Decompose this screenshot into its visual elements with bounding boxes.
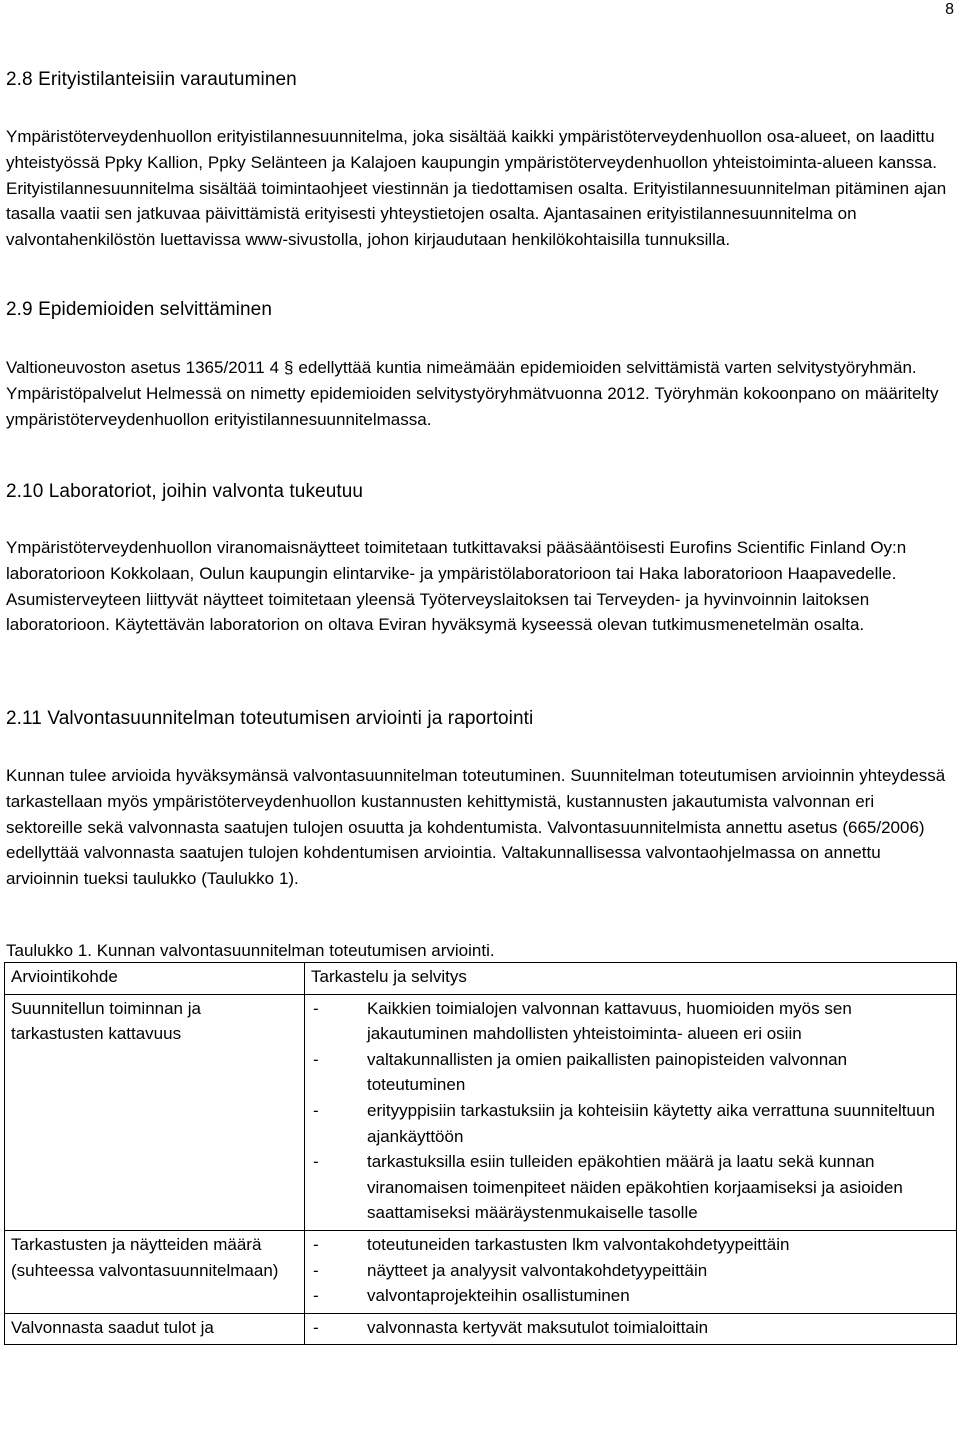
table-cell-item: Tarkastusten ja näytteiden määrä (suhteessa valvontasuunnitelmaan) <box>5 1230 305 1313</box>
list-item: - valvonnasta kertyvät maksutulot toimialoittain <box>311 1315 950 1341</box>
evaluation-table <box>4 962 957 1345</box>
section-heading-2-8: 2.8 Erityistilanteisiin varautuminen <box>6 69 297 90</box>
section-paragraph-2-8: Ympäristöterveydenhuollon erityistilannesuunnitelma, joka sisältää kaikki ympäristöterveydenhuollon osa-alueet, on laadittu yhteistyössä Ppky Kallion, Ppky Selänteen ja Kalajoen kaupungin ympäristöterveydenhuollon yhteistoiminta-alueen kanssa. Erityistilannesuunnitelma sisältää toimintaohjeet viestinnän ja tiedottamisen osalta. Erityistilannesuunnitelman pitäminen ajan tasalla vaatii sen jatkuvaa päivittämistä erityisesti yhteystietojen osalta. Ajantasainen erityistilannesuunnitelma on valvontahenkilöstön luettavissa www-sivustolla, johon kirjaudutaan henkilökohtaisilla tunnuksilla. <box>6 127 947 250</box>
table-row <box>5 1230 957 1313</box>
section-heading-2-9: 2.9 Epidemioiden selvittäminen <box>6 299 272 320</box>
section-paragraph-2-9: Valtioneuvoston asetus 1365/2011 4 § edellyttää kuntia nimeämään epidemioiden selvittämistä varten selvitystyöryhmän. Ympäristöpalvelut Helmessä on nimetty epidemioiden selvitystyöryhmätvuonna 2012. Työryhmän kokoonpano on määritelty ympäristöterveydenhuollon erityistilannesuunnitelmassa. <box>6 358 939 429</box>
table-cell-points <box>305 994 957 1230</box>
list-item: - näytteet ja analyysit valvontakohdetyypeittäin <box>311 1258 950 1284</box>
section-heading-2-11: 2.11 Valvontasuunnitelman toteutumisen arviointi ja raportointi <box>6 708 534 729</box>
section-paragraph-2-11: Kunnan tulee arvioida hyväksymänsä valvontasuunnitelman toteutuminen. Suunnitelman toteutumisen arvioinnin yhteydessä tarkastellaan myös ympäristöterveydenhuollon kustannusten kehittymistä, kustannusten jakautumista valvonnan eri sektoreille sekä valvonnasta saatujen tulojen osuutta ja kohdentumista. Valvontasuunnitelmista annettu asetus (665/2006) edellyttää valvonnasta saatujen tulojen kohdentumisen arviointia. Valtakunnallisessa valvontaohjelmassa on annettu arvioinnin tueksi taulukko (Taulukko 1). <box>6 766 946 889</box>
table-cell-item: Suunnitellun toiminnan ja tarkastusten kattavuus <box>5 994 305 1230</box>
section-paragraph-2-10: Ympäristöterveydenhuollon viranomaisnäytteet toimitetaan tutkittavaksi pääsääntöisesti Eurofins Scientific Finland Oy:n laboratorioon Kokkolaan, Oulun kaupungin elintarvike- ja ympäristölaboratorioon tai Haka laboratorioon Haapavedelle. Asumisterveyteen liittyvät näytteet toimitetaan yleensä Työterveyslaitoksen tai Terveyden- ja hyvinvoinnin laitoksen laboratorioon. Käytettävän laboratorion on oltava Eviran hyväksymä kyseessä olevan tutkimusmenetelmän osalta. <box>6 538 907 635</box>
table-cell-points <box>305 1313 957 1345</box>
list-item: - valvontaprojekteihin osallistuminen <box>311 1283 950 1309</box>
list-item: - erityyppisiin tarkastuksiin ja kohteisiin käytetty aika verrattuna suunniteltuun ajankäyttöön <box>311 1098 950 1149</box>
list-item: - tarkastuksilla esiin tulleiden epäkohtien määrä ja laatu sekä kunnan viranomaisen toimenpiteet näiden epäkohtien korjaamiseksi ja asioiden saattamiseksi määräystenmukaiselle tasolle <box>311 1149 950 1226</box>
table-cell-points <box>305 1230 957 1313</box>
section-heading-2-10: 2.10 Laboratoriot, joihin valvonta tukeutuu <box>6 481 364 502</box>
list-item: - Kaikkien toimialojen valvonnan kattavuus, huomioiden myös sen jakautuminen mahdollisten yhteistoiminta- alueen eri osiin <box>311 996 950 1047</box>
table-cell-item: Valvonnasta saadut tulot ja <box>5 1313 305 1345</box>
table-caption: Taulukko 1. Kunnan valvontasuunnitelman toteutumisen arviointi. <box>6 941 495 960</box>
list-item: - toteutuneiden tarkastusten lkm valvontakohdetyypeittäin <box>311 1232 950 1258</box>
table-header-row <box>5 963 957 995</box>
table-header-cell: Tarkastelu ja selvitys <box>305 963 957 995</box>
list-item: - valtakunnallisten ja omien paikallisten painopisteiden valvonnan toteutuminen <box>311 1047 950 1098</box>
table-row <box>5 994 957 1230</box>
table-row <box>5 1313 957 1345</box>
page-number: 8 <box>945 1 954 18</box>
table-header-cell: Arviointikohde <box>5 963 305 995</box>
